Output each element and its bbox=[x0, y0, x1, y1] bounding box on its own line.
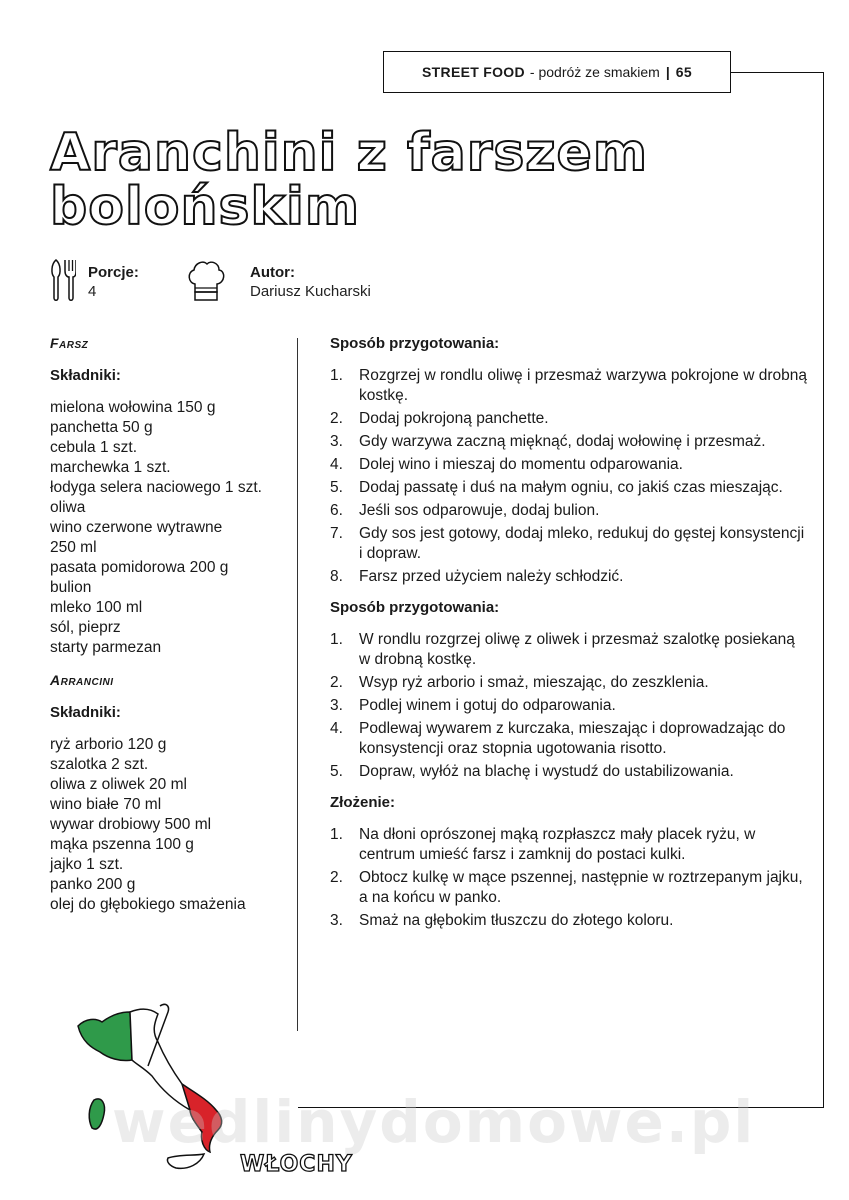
ingredient-item: olej do głębokiego smażenia bbox=[50, 896, 246, 913]
method-2-heading: Sposób przygotowania: bbox=[330, 599, 500, 616]
watermark: wedlinydomowe.pl bbox=[112, 1088, 756, 1156]
frame-line-right bbox=[823, 72, 824, 1108]
step-text: Gdy sos jest gotowy, dodaj mleko, redukuj do gęstej konsystencji i dopraw. bbox=[359, 525, 805, 562]
step-number: 1. bbox=[330, 631, 343, 648]
ingredient-item: ryż arborio 120 g bbox=[50, 736, 167, 753]
ingredient-item: cebula 1 szt. bbox=[50, 439, 138, 456]
ingredient-item: łodyga selera naciowego 1 szt. bbox=[50, 479, 262, 496]
author-text bbox=[250, 263, 371, 301]
ingredient-item: panko 200 g bbox=[50, 876, 136, 893]
step-number: 3. bbox=[330, 433, 343, 450]
header-subtitle: - podróż ze smakiem bbox=[529, 64, 660, 80]
servings-block bbox=[50, 258, 139, 307]
step-text: W rondlu rozgrzej oliwę z oliwek i przesmaż szalotkę posiekaną w drobną kostkę. bbox=[359, 631, 795, 668]
arrancini-heading: Arrancini bbox=[50, 672, 114, 688]
step-text: Obtocz kulkę w mące pszennej, następnie w roztrzepanym jajku, a na końcu w panko. bbox=[359, 869, 803, 906]
ingredient-item: 250 ml bbox=[50, 539, 97, 556]
farsz-heading: Farsz bbox=[50, 335, 89, 351]
author-value: Dariusz Kucharski bbox=[250, 283, 371, 300]
step-number: 4. bbox=[330, 720, 343, 737]
page-number: 65 bbox=[675, 64, 692, 80]
ingredient-item: starty parmezan bbox=[50, 639, 162, 656]
step-number: 4. bbox=[330, 456, 343, 473]
step-item bbox=[330, 868, 810, 908]
step-text: Podlej winem i gotuj do odparowania. bbox=[359, 697, 616, 714]
ingredient-item: marchewka 1 szt. bbox=[50, 459, 171, 476]
servings-value: 4 bbox=[88, 283, 97, 300]
step-text: Rozgrzej w rondlu oliwę i przesmaż warzywa pokrojone w drobną kostkę. bbox=[359, 367, 807, 404]
step-item bbox=[330, 455, 810, 475]
step-number: 2. bbox=[330, 869, 343, 886]
step-item bbox=[330, 696, 810, 716]
step-text: Podlewaj wywarem z kurczaka, mieszając i doprowadzając do konsystencji oraz stopnia ugotowania risotto. bbox=[359, 720, 786, 757]
step-number: 3. bbox=[330, 697, 343, 714]
step-item bbox=[330, 630, 810, 670]
step-text: Dolej wino i mieszaj do momentu odparowania. bbox=[359, 456, 683, 473]
step-text: Gdy warzywa zaczną mięknąć, dodaj wołowinę i przesmaż. bbox=[359, 433, 766, 450]
method-column bbox=[330, 335, 810, 943]
recipe-title-line-1: Aranchini z farszem bbox=[50, 123, 649, 183]
step-item bbox=[330, 366, 810, 406]
column-divider bbox=[297, 338, 298, 1031]
method-1-heading: Sposób przygotowania: bbox=[330, 335, 500, 352]
step-text: Jeśli sos odparowuje, dodaj bulion. bbox=[359, 502, 600, 519]
arrancini-ingredient-list bbox=[50, 735, 290, 915]
step-text: Dopraw, wyłóż na blachę i wystudź do ustabilizowania. bbox=[359, 763, 734, 780]
country-label: WŁOCHY bbox=[240, 1152, 353, 1177]
step-text: Dodaj pokrojoną panchette. bbox=[359, 410, 549, 427]
step-number: 3. bbox=[330, 912, 343, 929]
header-series: STREET FOOD bbox=[422, 64, 525, 80]
assembly-steps bbox=[330, 825, 810, 931]
recipe-title bbox=[50, 123, 750, 237]
step-item bbox=[330, 478, 810, 498]
ingredient-item: jajko 1 szt. bbox=[50, 856, 124, 873]
ingredients-column bbox=[50, 335, 290, 929]
ingredient-item: mielona wołowina 150 g bbox=[50, 399, 216, 416]
header-separator: | bbox=[665, 64, 670, 80]
step-text: Wsyp ryż arborio i smaż, mieszając, do zeszklenia. bbox=[359, 674, 709, 691]
ingredient-item: oliwa z oliwek 20 ml bbox=[50, 776, 187, 793]
step-item bbox=[330, 567, 810, 587]
step-item bbox=[330, 825, 810, 865]
servings-text bbox=[88, 263, 139, 301]
farsz-ingredient-list bbox=[50, 398, 290, 658]
step-text: Farsz przed użyciem należy schłodzić. bbox=[359, 568, 624, 585]
step-item bbox=[330, 673, 810, 693]
frame-line-top bbox=[731, 72, 824, 73]
ingredient-item: wino białe 70 ml bbox=[50, 796, 162, 813]
ingredient-item: wywar drobiowy 500 ml bbox=[50, 816, 212, 833]
method-1-steps bbox=[330, 366, 810, 587]
arrancini-ingredients-label: Składniki: bbox=[50, 704, 121, 721]
ingredient-item: panchetta 50 g bbox=[50, 419, 153, 436]
step-item bbox=[330, 762, 810, 782]
step-item bbox=[330, 501, 810, 521]
method-2-steps bbox=[330, 630, 810, 782]
step-item bbox=[330, 719, 810, 759]
ingredient-item: mąka pszenna 100 g bbox=[50, 836, 194, 853]
assembly-heading: Złożenie: bbox=[330, 794, 396, 811]
running-header bbox=[383, 51, 731, 93]
step-number: 5. bbox=[330, 763, 343, 780]
ingredient-item: pasata pomidorowa 200 g bbox=[50, 559, 229, 576]
step-text: Smaż na głębokim tłuszczu do złotego koloru. bbox=[359, 912, 674, 929]
author-label: Autor: bbox=[250, 264, 295, 281]
ingredient-item: sól, pieprz bbox=[50, 619, 121, 636]
step-text: Na dłoni oprószonej mąką rozpłaszcz mały placek ryżu, w centrum umieść farsz i zamknij do postaci kulki. bbox=[359, 826, 756, 863]
step-number: 2. bbox=[330, 674, 343, 691]
recipe-title-line-2: bolońskim bbox=[50, 177, 361, 237]
cutlery-icon bbox=[50, 258, 76, 307]
step-number: 1. bbox=[330, 367, 343, 384]
ingredient-item: mleko 100 ml bbox=[50, 599, 143, 616]
step-number: 7. bbox=[330, 525, 343, 542]
ingredient-item: bulion bbox=[50, 579, 92, 596]
farsz-ingredients-label: Składniki: bbox=[50, 367, 121, 384]
step-item bbox=[330, 911, 810, 931]
step-number: 6. bbox=[330, 502, 343, 519]
step-item bbox=[330, 524, 810, 564]
step-number: 8. bbox=[330, 568, 343, 585]
step-item bbox=[330, 409, 810, 429]
ingredient-item: wino czerwone wytrawne bbox=[50, 519, 223, 536]
step-text: Dodaj passatę i duś na małym ogniu, co jakiś czas mieszając. bbox=[359, 479, 783, 496]
author-block bbox=[186, 258, 371, 307]
step-number: 2. bbox=[330, 410, 343, 427]
step-number: 1. bbox=[330, 826, 343, 843]
step-item bbox=[330, 432, 810, 452]
step-number: 5. bbox=[330, 479, 343, 496]
chef-hat-icon bbox=[186, 258, 226, 307]
ingredient-item: szalotka 2 szt. bbox=[50, 756, 149, 773]
ingredient-item: oliwa bbox=[50, 499, 86, 516]
servings-label: Porcje: bbox=[88, 264, 139, 281]
